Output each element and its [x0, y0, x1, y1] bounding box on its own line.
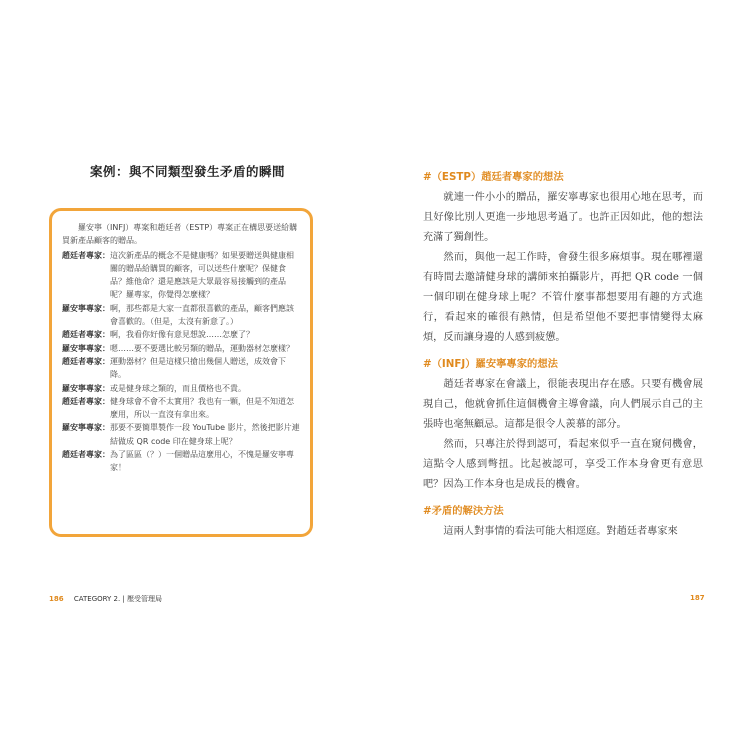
speaker-colon: ：: [102, 356, 110, 366]
speech-text: 啊，那些都是大家一直都很喜歡的產品，顧客們應該會喜歡的。（但是，太沒有新意了。）: [110, 303, 294, 327]
speaker-colon: ：: [102, 423, 110, 433]
speaker-colon: ：: [102, 450, 110, 460]
dialogue-line: [62, 382, 300, 395]
body-paragraph: 然而，只專注於得到認可，看起來似乎一直在窺伺機會，這點令人感到彆扭。比起被認可，享受工作本身會更有意思吧？因為工作本身也是成長的機會。: [423, 439, 703, 490]
speech-text: 為了區區（？）一個贈品這麼用心，不愧是羅安寧專家！: [110, 450, 294, 473]
page-title: 案例：與不同類型發生矛盾的瞬間: [89, 164, 285, 179]
dialogue-box: [49, 208, 313, 537]
body-paragraph: 趙廷者專家在會議上，很能表現出存在感。只要有機會展現自己，他就會抓住這個機會主導會議，向人們展示自己的主張時也毫無顧忌。這都是很令人羨慕的部分。: [423, 379, 703, 430]
dialogue-line: [62, 395, 300, 422]
body-paragraph: 這兩人對事情的看法可能大相逕庭。對趙廷者專家來: [443, 526, 678, 537]
speech-text: 或是健身球之類的，而且價格也不貴。: [110, 383, 246, 393]
speaker-colon: ：: [102, 383, 110, 393]
speaker-colon: ：: [102, 343, 110, 353]
body-paragraph: 然而，與他一起工作時，會發生很多麻煩事。現在哪裡還有時間去邀請健身球的講師來拍攝影片，再把 QR code 一個一個印刷在健身球上呢？不管什麼事都想要用有趣的方式進行，看起來的確很有熱情，但是希望他不要把事情變得太麻煩，反而讓身邊的人感到疲憊。: [423, 252, 703, 343]
footer-separator: |: [122, 595, 128, 603]
section-heading: #矛盾的解決方法: [423, 505, 504, 517]
dialogue-line: [62, 448, 300, 475]
speaker-name: 羅安寧專家: [62, 423, 102, 433]
left-footer: [49, 594, 162, 604]
section-heading: #（ESTP）趙廷者專家的想法: [423, 171, 564, 183]
speech-text: 那要不要簡單製作一段 YouTube 影片，然後把影片連結做成 QR code 印在健身球上呢？: [110, 423, 300, 446]
speaker-name: 趙廷者專家: [62, 356, 102, 366]
speech-text: 啊，我看你好像有意見想說……怎麼了？: [110, 330, 254, 340]
speaker-name: 羅安寧專家: [62, 343, 102, 353]
dialogue-line: [62, 302, 300, 329]
speech-text: 健身球會不會不太實用？我也有一顆，但是不知道怎麼用，所以一直沒有拿出來。: [110, 396, 294, 420]
section-label: 壓受管理局: [127, 595, 163, 603]
body-paragraph: 就連一件小小的贈品，羅安寧專家也很用心地在思考，而且好像比別人更進一步地思考過了。也許正因如此，他的想法充滿了獨創性。: [423, 192, 703, 243]
right-content: [423, 168, 703, 542]
page-number-left: 186: [49, 595, 64, 603]
dialogue-list: [62, 249, 300, 475]
speaker-name: 趙廷者專家: [62, 330, 102, 340]
dialogue-line: [62, 421, 300, 448]
speaker-name: 羅安寧專家: [62, 303, 102, 313]
speaker-colon: ：: [102, 396, 110, 406]
speaker-colon: ：: [102, 250, 110, 260]
speaker-colon: ：: [102, 303, 110, 313]
speech-text: 這次新產品的概念不是健康嗎？如果要贈送與健康相關的贈品給購買的顧客，可以送些什麼呢？保健食品？維他命？還是應該是大眾最容易接觸到的產品呢？羅專家，你覺得怎麼樣？: [110, 250, 294, 300]
speaker-colon: ：: [102, 330, 110, 340]
dialogue-line: [62, 355, 300, 382]
page-number-right: 187: [690, 594, 705, 602]
dialogue-line: [62, 249, 300, 302]
dialogue-intro: 羅安寧（INFJ）專案和趙廷者（ESTP）專案正在構思要送給購買新產品顧客的贈品。: [62, 223, 298, 246]
category-label: CATEGORY 2.: [73, 595, 121, 603]
right-page: [375, 0, 750, 750]
speech-text: 嗯……要不要選比較另類的贈品，運動器材怎麼樣？: [110, 343, 294, 353]
speaker-name: 羅安寧專家: [62, 383, 102, 393]
dialogue-line: [62, 342, 300, 355]
speaker-name: 趙廷者專家: [62, 396, 102, 406]
speaker-name: 趙廷者專家: [62, 250, 102, 260]
dialogue-line: [62, 328, 300, 341]
section-heading: #（INFJ）羅安寧專家的想法: [423, 358, 558, 370]
speaker-name: 趙廷者專家: [62, 450, 102, 460]
speech-text: 運動器材？但是這樣只搶出幾個人贈送，成效會下降。: [110, 356, 286, 380]
